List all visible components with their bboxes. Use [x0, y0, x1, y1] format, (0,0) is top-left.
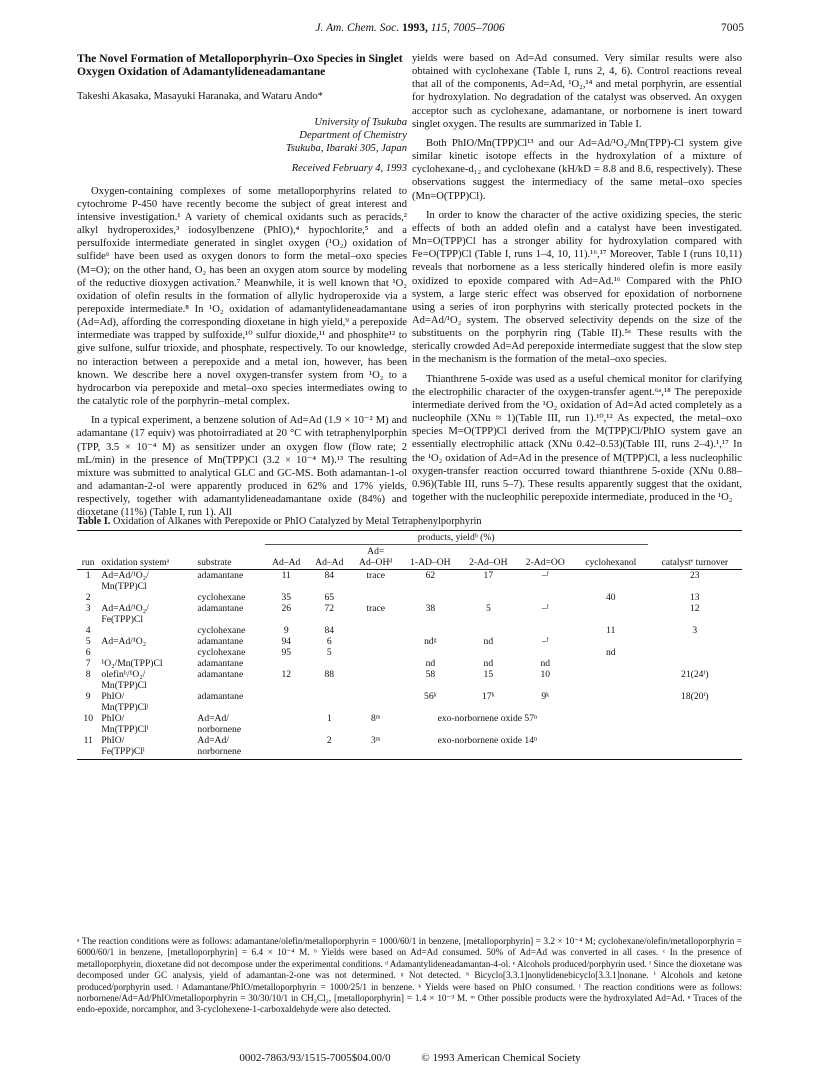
table-cell: nd: [483, 658, 494, 669]
table-cell: 5: [85, 636, 91, 647]
table-cell: 23: [689, 570, 700, 581]
table-cell: [517, 592, 574, 603]
table-cell: 26: [281, 603, 292, 614]
table-cell: [265, 691, 308, 713]
table-cell: 18(20ⁱ): [681, 691, 709, 702]
table-cell: 10: [83, 713, 93, 724]
table-cell: 2: [308, 735, 351, 760]
journal-citation: [0, 22, 820, 34]
table-cell: 8ᵐ: [370, 713, 381, 724]
table-cell: 84: [324, 625, 335, 636]
table-cell: adamantane: [197, 669, 244, 680]
table-cell: [517, 625, 574, 636]
table-cell: 17ᵏ: [482, 691, 495, 702]
table-cell: 12: [689, 603, 700, 614]
table-cell: 9: [283, 625, 289, 636]
table-cell: 9ᵏ: [541, 691, 550, 702]
table-cell: 4: [85, 625, 91, 636]
table-cell: [401, 625, 460, 636]
table-cell: 8: [85, 669, 91, 680]
table-cell: [99, 625, 195, 636]
page-footer: [0, 1052, 820, 1064]
table-header-cell: cyclohexanol: [574, 545, 648, 570]
table-cell: [265, 713, 308, 735]
table-cell: [351, 691, 401, 713]
journal-name: J. Am. Chem. Soc.: [315, 22, 400, 34]
table-cell: –ᶠ: [541, 570, 549, 581]
table-header-cell: catalystᵉ turnover: [648, 545, 742, 570]
table-cell: PhIO/ Mn(TPP)Clˡ: [101, 713, 149, 735]
table-row: [77, 691, 742, 713]
table-header-cell: Ad–Ad: [265, 545, 308, 570]
table-cell: [574, 603, 648, 625]
table-cell: [401, 647, 460, 658]
body-paragraph: In order to know the character of the active oxidizing species, the steric effects of both an added olefin and a catalyst have been investigated. Mn=O(TPP)Cl has a stronger ability for hydroxylation compared with Fe=O(TPP)Cl (Table I, runs 1–4, 10, 11).¹⁶,¹⁷ Moreover, Table I (runs 10,11) reveals that norbornene as a less sterically hindered olefin is more easily oxidized to epoxide compared with Ad=Ad.¹⁶ Compared with the PhIO system, a large steric effect was observed for epoxidation of norbornene using a series of iron porphyrins with sterically protected pockets in the Ad=Ad/¹O₂ system. The observed selectivity depends on the size of the substituents on the porphyrin ring (Table II).⁵ᵃ These results with the sterically crowded Ad=Ad perepoxide intermediate suggest that the slow step in the mechanism is the formation of the metal–oxo species.: [412, 209, 742, 366]
body-paragraph: yields were based on Ad=Ad consumed. Very similar results were also obtained with cyclohexane (Table I, runs 2, 4, 6). Control reactions reveal that all of the components, Ad=Ad, ¹O₂,¹⁴ and metal porphyrin, are essential for hydroxylation. No degradation of the catalyst was observed. An oxygen acceptor such as cyclohexane, adamantane, or norbornene is inert toward singlet oxygen. The results are summarized in Table I.: [412, 53, 742, 130]
table-caption-text: Oxidation of Alkanes with Perepoxide or PhIO Catalyzed by Metal Tetraphenylporphyrin: [112, 516, 482, 527]
table-cell: 5: [326, 647, 332, 658]
table-cell: [648, 658, 742, 669]
table-cell: PhIO/ Fe(TPP)Clˡ: [99, 735, 195, 760]
table-header-cell: run: [77, 545, 99, 570]
table-row: [77, 658, 742, 669]
table-cell: cyclohexane: [197, 625, 246, 636]
table-cell: Ad=Ad/¹O₂: [101, 636, 147, 647]
body-paragraph: In a typical experiment, a benzene solution of Ad=Ad (1.9 × 10⁻² M) and adamantane (17 equiv) was photoirradiated at 20 °C with tetraphenylporphin (TPP, 3.5 × 10⁻⁴ M) as sensitizer under an oxygen flow (flow rate; 2 mL/min) in the presence of Mn(TPP)Cl (3.2 × 10⁻⁴ M).¹³ The resulting mixture was submitted to analytical GLC and GC-MS. Both adamantan-1-ol and adamantan-2-ol were apparently produced in 62% and 17% yields, respectively, together with adamantylideneadamantane oxide (84%) and dioxetane (11%) (Table I, run 1). All: [77, 415, 407, 519]
table-cell: 3: [692, 625, 698, 636]
table-header-cell: substrate: [195, 545, 264, 570]
table-cell: [460, 592, 517, 603]
table-header-cell: 2-Ad=OO: [517, 545, 574, 570]
table-cell: trace: [366, 603, 386, 614]
table-cell: 95: [281, 647, 292, 658]
table-cell: [351, 592, 401, 603]
table-cell: [574, 669, 648, 691]
table-cell: [99, 647, 195, 658]
table-1: [77, 516, 742, 760]
table-cell: [351, 669, 401, 691]
left-column: [77, 52, 407, 520]
affiliation-department: Department of Chemistry: [299, 130, 407, 142]
data-table: [77, 530, 742, 760]
table-header-cell: oxidation systemᵃ: [99, 545, 195, 570]
table-row: [77, 647, 742, 658]
table-cell: 9: [85, 691, 91, 702]
table-cell: [308, 691, 351, 713]
table-label: Table I.: [77, 516, 111, 527]
table-cell: 3ᵐ: [351, 735, 401, 760]
table-cell: [99, 592, 195, 603]
table-cell: adamantane: [197, 570, 244, 581]
table-caption: [77, 516, 742, 527]
table-header-cell: 1-AD–OH: [401, 545, 460, 570]
table-cell: 56ᵏ: [424, 691, 437, 702]
body-paragraph: Thianthrene 5-oxide was used as a useful chemical monitor for clarifying the electrophilic character of the oxygen-transfer agent.⁶ᵃ,¹⁸ The perepoxide intermediate derived from the ¹O₂ oxidation of Ad=Ad acted completely as a nucleophile (XNu ≈ 1)(Table III, run 1).¹⁰,¹² As expected, the metal–oxo species M=O(TPP)Cl derived from the M(TPP)Cl/PhIO system gave an essentially electrophilic attack (XNu 0.42–0.53)(Table III, runs 2–4).¹,¹⁷ In the ¹O₂ oxidation of Ad=Ad in the presence of M(TPP)Cl, a less nucleophilic oxygen-transfer reaction occurred toward thianthrene 5-oxide (XNu 0.88–0.96)(Table III, runs 5–7). These results apparently suggest that the oxidant, together with the nucleophilic perepoxide intermediate, produced in the ¹O₂: [412, 373, 742, 503]
table-cell: 11: [77, 735, 99, 760]
body-paragraph: Both PhIO/Mn(TPP)Cl¹³ and our Ad=Ad/¹O₂/Mn(TPP)-Cl system give similar kinetic isotope effects in the hydroxylation of a mixture of cyclohexane-d₁₂ and cyclohexane (kH/kD = 8.8 and 8.6, respectively). These observations suggest the intermediacy of the same metal–oxo species (Mn=O(TPP)Cl).: [412, 137, 742, 202]
table-cell: nd: [540, 658, 551, 669]
table-cell: 21(24ⁱ): [681, 669, 709, 680]
table-row: [77, 669, 742, 691]
journal-volume: 115,: [430, 22, 451, 34]
table-cell: 5: [485, 603, 491, 614]
table-cell: [351, 658, 401, 669]
table-cell: [574, 713, 648, 735]
table-cell: 40: [605, 592, 616, 603]
table-cell: [574, 658, 648, 669]
table-cell: ¹O₂/Mn(TPP)Cl: [101, 658, 163, 669]
table-row: [77, 570, 742, 593]
journal-year: 1993,: [402, 22, 428, 34]
table-cell: [574, 735, 648, 760]
table-row: [77, 603, 742, 625]
table-cell: nd: [605, 647, 616, 658]
table-cell: cyclohexane: [197, 592, 246, 603]
table-cell: [265, 658, 308, 669]
table-cell: [517, 647, 574, 658]
table-cell: Ad=Ad/¹O₂/ Fe(TPP)Cl: [101, 603, 149, 625]
products-header: products, yieldᵇ (%): [265, 531, 648, 545]
table-cell: exo-norbornene oxide 57ⁿ: [437, 713, 538, 724]
table-cell: Ad=Ad/ norbornene: [195, 735, 264, 760]
table-header-cell: Ad–Ad: [308, 545, 351, 570]
table-cell: Ad=Ad/ norbornene: [197, 713, 242, 735]
table-cell: 3: [85, 603, 91, 614]
copyright: © 1993 American Chemical Society: [421, 1052, 581, 1064]
table-cell: 58: [425, 669, 436, 680]
article-title: The Novel Formation of Metalloporphyrin–Oxo Species in Singlet Oxygen Oxidation of Adamantylideneadamantane: [77, 52, 403, 79]
table-header-cell: 2-Ad–OH: [460, 545, 517, 570]
affiliation-university: University of Tsukuba: [314, 116, 407, 128]
table-cell: 2: [85, 592, 91, 603]
table-cell: [574, 636, 648, 647]
table-cell: –ᶠ: [541, 603, 549, 614]
table-cell: ndᵍ: [424, 636, 437, 647]
table-cell: [401, 592, 460, 603]
author-list: Takeshi Akasaka, Masayuki Haranaka, and Wataru Ando*: [77, 90, 323, 102]
table-cell: trace: [366, 570, 386, 581]
table-footnotes: ᵃ The reaction conditions were as follows: adamantane/olefin/metalloporphyrin = 1000/60/1 in benzene, [metalloporphyrin] = 3.2 × 10⁻⁴ M; cyclohexane/olefin/metalloporphyrin = 6000/60/1 in benzene, [metalloporphyrin] = 6.4 × 10⁻⁴ M. ᵇ Yields were based on Ad=Ad consumed. 50% of Ad=Ad was converted in all cases. ᶜ In the presence of metalloporphyrin, dioxetane did not decompose under the experimental conditions. ᵈ Adamantylideneadamantan-4-ol. ᵉ Alcohols produced/porphyrin used. ᶠ Since the dioxetane was decomposed under GC analysis, yield of adamantan-2-one was not determined. ᵍ Not detected. ʰ Bicyclo[3.3.1]nonylidenebicyclo[3.3.1]nonane. ⁱ Alcohols and ketone produced/porphyrin used. ʲ Adamantane/PhIO/metalloporphyrin = 1000/25/1 in benzene. ᵏ Yields were based on PhIO consumed. ˡ The reaction conditions were as follows: norbornene/Ad=Ad/PhIO/metalloporphyrin = 30/30/10/1 in CH₂Cl₂, [metalloporphyrin] = 1.4 × 10⁻³ M. ᵐ Other possible products were the hydroxylated Ad=Ad. ⁿ Traces of the endo-epoxide, norcamphor, and 3-cyclohexene-1-carboxaldehyde were also detected.: [77, 936, 742, 1015]
table-cell: [648, 713, 742, 735]
table-cell: 6: [85, 647, 91, 658]
table-cell: [265, 735, 308, 760]
table-cell: 72: [324, 603, 335, 614]
table-cell: adamantane: [197, 636, 244, 647]
table-cell: 62: [425, 570, 436, 581]
table-cell: cyclohexane: [197, 647, 246, 658]
table-row: [77, 592, 742, 603]
table-cell: [351, 625, 401, 636]
table-cell: PhIO/ Mn(TPP)Clʲ: [101, 691, 149, 713]
table-cell: [351, 636, 401, 647]
table-cell: [574, 570, 648, 593]
table-cell: [574, 691, 648, 713]
table-cell: [648, 735, 742, 760]
table-cell: 1: [85, 570, 91, 581]
table-cell: 17: [483, 570, 494, 581]
table-cell: [460, 647, 517, 658]
table-cell: 13: [689, 592, 700, 603]
table-cell: 84: [324, 570, 335, 581]
table-cell: 11: [606, 625, 616, 636]
body-paragraph: Oxygen-containing complexes of some metalloporphyrins related to cytochrome P-450 have recently become the subject of great interest and intensive investigation.¹ A variety of chemical oxidants such as peracids,² alkyl hydroperoxides,³ iodosylbenzene (PhIO),⁴ hypochlorite,⁵ and a persulfoxide intermediate generated in singlet oxygen (¹O₂) oxidation of sulfide⁶ have been used as oxygen donors to form the metal–oxo species (M=O); on the other hand, O₂ has been an oxygen atom source by modeling of the reductive dioxygen activation.⁷ Meanwhile, it is well known that ¹O₂ oxidation of olefin results in the formation of allylic hydroperoxide via a perepoxide intermediate.⁸ In ¹O₂ oxidation of adamantylideneadamantane (Ad=Ad), affording the corresponding dioxetane in high yield,⁹ a perepoxide intermediate was trapped by sulfoxide,¹⁰ sulfur dioxide,¹¹ and phosphite¹² to give sulfone, sulfur trioxide, and phosphate, respectively. To our knowledge, no interaction between a perepoxide and a metal ion, however, has been known. We describe here a novel oxygen-transfer system from ¹O₂ to a hydrocarbon via perepoxide and metal–oxo species intermediates owing to the catalytic role of the porphyrin–metal complex.: [77, 185, 407, 408]
table-cell: exo-norbornene oxide 14ⁿ: [401, 735, 574, 760]
table-row: [77, 735, 742, 760]
table-cell: nd: [425, 658, 436, 669]
table-cell: 10: [540, 669, 551, 680]
table-cell: [648, 636, 742, 647]
table-cell: 1: [326, 713, 332, 724]
table-row: [77, 713, 742, 735]
table-row: [77, 636, 742, 647]
table-cell: [351, 647, 401, 658]
table-cell: 88: [324, 669, 335, 680]
affiliation-address: Tsukuba, Ibaraki 305, Japan: [285, 143, 407, 155]
table-cell: olefinʰ/¹O₂/ Mn(TPP)Cl: [101, 669, 147, 691]
table-cell: nd: [483, 636, 494, 647]
table-cell: Ad=Ad/¹O₂/ Mn(TPP)Cl: [101, 570, 149, 592]
table-cell: 6: [326, 636, 332, 647]
table-cell: [460, 625, 517, 636]
table-cell: 94: [281, 636, 292, 647]
table-cell: adamantane: [197, 603, 244, 614]
received-date: Received February 4, 1993: [291, 163, 407, 175]
table-cell: 15: [483, 669, 494, 680]
table-cell: 7: [85, 658, 91, 669]
table-cell: adamantane: [197, 691, 244, 702]
table-cell: 38: [425, 603, 436, 614]
table-cell: –ᶠ: [541, 636, 549, 647]
table-cell: adamantane: [197, 658, 244, 669]
table-cell: [308, 658, 351, 669]
table-row: [77, 625, 742, 636]
journal-pages: 7005–7006: [452, 22, 505, 34]
table-cell: 11: [281, 570, 291, 581]
table-cell: [648, 647, 742, 658]
table-cell: 35: [281, 592, 292, 603]
table-header-cell: Ad= Ad–OHᵈ: [351, 545, 401, 570]
right-column: [412, 52, 742, 504]
table-cell: 65: [324, 592, 335, 603]
publication-code: 0002-7863/93/1515-7005$04.00/0: [239, 1052, 391, 1064]
page-number: 7005: [721, 22, 744, 34]
table-cell: 12: [281, 669, 292, 680]
